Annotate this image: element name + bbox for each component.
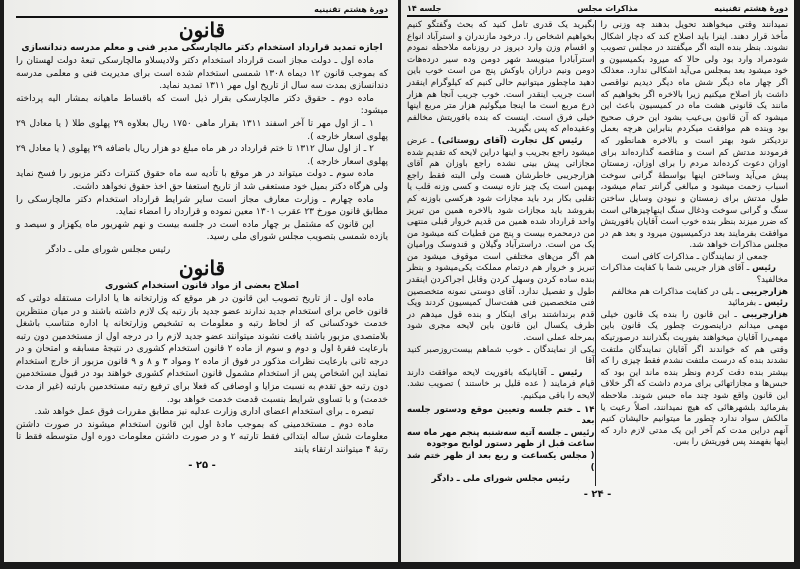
column-left (407, 20, 595, 486)
article: ماده دوم ـ مستخدمینی که بموجب مادهٔ اول این قانون استخدام میشوند در صورت داشتن معلومات شش ساله ابتدائی فقط تارتبه ۲ و در صورت داشتن معلومات دوره اول متوسطه فقط تا رتبهٔ ۴ میتوانند ارتقاء یابند (16, 419, 388, 456)
left-page-content (16, 18, 388, 457)
page-number: - ۲۴ - (583, 488, 612, 500)
law-subtitle: اصلاح بعضی از مواد قانون استخدام کشوری (105, 280, 299, 291)
speaker: رئیس کل تجارت (آقای روستائی) (437, 135, 583, 146)
running-header-text: دورهٔ هشتم تقنینیه (314, 5, 388, 14)
article: ماده اول ـ از تاریخ تصویب این قانون در هر موقع که وزارتخانه ها یا ادارات مستقله دولتی که قانون خاص برای استخدام جدید ندارند عضو جدید باز رتبه یک لازم داشته باشند و در میان منتظرین خدمت خودکسانی که از لحاظ رتبه و معلومات به تشخیص وزارتخانه یا اداره متناسب باشغل بلامتصدی مزبور باشند یافت نشوند میتوانند عضو جدید لازم را در درجه اول از مستخدمین دون رتبه بارعایت فقرهٔ اول و دوم و سوم از ماده ۲ قانون استخدام کشوری در نتیجهٔ مسابقه و امتحان و در درجه ثانی بارعایت نظرات مذکور در فوق از ماده ۲ ومواد ۳ و ۸ و ۹ قانون مزبور از خارج استخدام نمایند این اشخاص پس از استخدام مشمول قانون استخدام کشوری خواهند بود در قبول مستخدمین دون رتبه حق تقدم به نسبت مزایا و اوصافی که فعلا برای ترفیع رتبه مستخدمین بارتبه (غیر از مدت خدمت) و با تساوی شرایط بنسبت قدمت خدمت خواهد بود. (16, 293, 389, 405)
column-right (595, 20, 789, 486)
law-body (16, 293, 388, 457)
article: ماده چهارم ـ وزارت معارف مجاز است سایر شرایط قرارداد استخدام دکتر مالچارسکی را مطابق قانون مورخ ۲۳ عقرب ۱۳۰۱ معین نموده و قرارداد را امضاء نماید. (16, 194, 388, 218)
running-header-right: دورهٔ هشتم تقنینیه (714, 4, 788, 13)
speaker: رئیس (752, 263, 776, 274)
speech (407, 136, 595, 345)
article: ماده سوم ـ دولت میتواند در هر موقع با تأدیه سه ماه حقوق کنترات دکتر مزبور را فسخ نماید ولی هرگاه دکتر بمیل خود مستعفی شد از تاریخ استعفا حق اخذ حقوق نخواهد داشت. (16, 169, 388, 192)
speech-text: ـ عرض میشود راجع بجریب و اینها دراین لایحه که تقدیم شده مجازاتی پیش بینی نشده راجع باوزان هم آقای هزارجریبی خاطرشان هست ولی البته فقط راجع بهمین است یک چیز تازه نیست و کسی وزنه قلب یا تقلبی بکار برد باید مجازات شود هرکسی باوزنه کم بفروشد باید مجازات شود بالاخره همین من تبریز واحد قرارداد شده همین من قدیم خروار قبلی منتهی من درمحمره بیست و پنج من قطیات کنه میشود من یک من است. دراسترآباد وگیلان و قندوسک ورامیان هم اگر من‌های مختلفی است موقوف میشود من تبریز و خروار هم درتمام مملکت یکی‌میشود و بنظر بنده ساده کردن وسهل کردن وقابل اجراکردن اینقدر طول و تفصیل ندارد. آقای دوستی نمونه متخصصین فنی متخصصین فنی هفت‌سال کمیسیون کردند ویک قدم برنداشتند برای اینکار و بنده قول میدهم در ظرف یکسال این قانون باین لایحه مجری شود بمرحله عملی است. (407, 135, 595, 344)
article: ماده دوم ـ حقوق دکتر مالچارسکی بقرار ذیل است که باقساط ماهیانه بمشار الیه پرداخته میشود: (16, 93, 388, 117)
speech-text: ـ بلی در کفایت مذاکرات هم مخالفم (611, 286, 742, 297)
page-number: - ۲۵ - (188, 459, 216, 471)
speech-text: ـ بفرمائید (727, 298, 765, 309)
section-heading: ۱۴ ـ ختم جلسه وتعیین موقع ودستور جلسه بعد (407, 404, 595, 427)
law-title: قانون (178, 18, 226, 42)
speaker: رئیس (558, 367, 583, 378)
speech (407, 368, 595, 403)
clause: ۲ ـ از اول سال ۱۳۱۲ تا ختم قرارداد در هر ماه مبلغ دو هزار ریال باضافه ۲۹ پهلوی ( یا معادل ۲۹ پهلوی اسعار خارجه ). (16, 144, 388, 167)
speech-text: ـ آقایانیکه بافوریت لایحه موافقت دارند قیام فرمایند ( عده قلیل بر خاستند ) تصویب نشد. لایحه را باقی میکنیم. (407, 367, 595, 401)
closing-note: ( مجلس یکساعت و ربع بعد از ظهر ختم شد ) (407, 450, 595, 473)
speech: بگیرید یک قدری تامل کنید که بحث وگفتگو کنیم بخواهیم اشخاص را. درخود مازندران و استرآباد انواع و اقسام وزن وارد دیروز در روزنامه ملاحظه نمودم استرآبادرا مینویسد شهر دومن وده سیر درده‌هات دومن ونیم درازان باوکش پنج من است خوب باین دهید ماچطور میتوانیم حالی کنیم که کیلوگرام اینقدر است جریب اینقدر است. خوب جریب آنجا هم هزار ذرع مربع است ما اینجا میگوئیم هزار متر مربع اینها خیلی فرق است. اینست که بنده بافوریتش مخالفم وعقیده‌ام که پس بگیرید. (407, 20, 595, 135)
closing-text: رئیس ـ جلسه آتیه سه‌شنبه پنجم مهر ماه سه ساعت قبل از ظهر دستور لوایح موجوده (407, 427, 595, 450)
speech-text: ـ آقای هزار جریبی شما با کفایت مذاکرات مخالفید؟ (600, 263, 788, 286)
right-page (401, 0, 794, 562)
ratification: این قانون که مشتمل بر چهار ماده است در جلسه بیست و نهم شهریور ماه یکهزار و سیصد و یازده شمسی بتصویب مجلس شورای ملی رسید. (16, 219, 388, 243)
speech (601, 263, 789, 286)
running-header-left: جلسه ۱۴ (407, 4, 442, 13)
speech: یکی از نمایندگان ـ خوب شماهم بیست‌روزصبر کنید آقا (407, 344, 595, 367)
speaker: رئیس (764, 298, 788, 309)
note: تبصره ـ برای استخدام اعضای اداری وزارت عدلیه نیز مطابق مقررات فوق عمل خواهد شد. (34, 407, 374, 418)
article: ماده اول ـ دولت مجاز است قرارداد استخدام دکتر ولادیسلاو مالچارسکی تبعهٔ دولت لهستان را که بموجب قانون ۱۲ دیماه ۱۳۰۸ شمسی استخدام شده است برای مدیریت فنی و معلمی مدرسه دندانسازی بمدت سه سال از تاریخ اول مهر ۱۳۱۱ تمدید نماید. (16, 56, 388, 92)
speaker: هزارجریبی (741, 286, 788, 297)
running-header (16, 4, 388, 18)
speech (601, 298, 789, 310)
law-title: قانون (178, 255, 226, 280)
session-closing (407, 405, 595, 486)
speech (601, 310, 789, 449)
signature: رئیس مجلس شورای ملی ـ دادگر (431, 474, 570, 485)
speaker: هزارجریبی (741, 309, 788, 320)
left-page (4, 0, 398, 562)
speech-text: ـ این قانون را بنده یک قانون خیلی مهمی میدانم دراینصورت چطور یک قانون باین مهمی‌را آقایان میخواهند بفوریت بگذرانند درصورتیکه وقتی هم که خواندند اگر آقایان نمایندگان ملتفت نشدند بنده که درست ملتفت نشدم فقط چیزی را که بیشتر بنده دقت کردم ونظر بنده ماند این بود که حبس‌ها و مجازاتهائی برای مردم داشت که اگر خلاف این قانون واقع شود چند ماه حبس شوند. ملاحظه بفرمائید بلشهرهائی که هیچ نمیدانند، اصلاً رعیت یا مالکش سواد ندارد چطور ما میتوانیم حالیشان کنیم آنهم دراین مدت کم آخر این یک مدتی لازم دارد که اینها بفهمند پس فوریتش را بس. (600, 309, 788, 448)
signature: رئیس مجلس شورای ملی ـ دادگر (46, 244, 171, 255)
clause: ۱ ـ از اول مهر تا آخر اسفند ۱۳۱۱ بقرار ماهی ۱۷۵۰ ریال بعلاوه ۲۹ پهلوی طلا ( یا معادل ۲۹ پهلوی اسعار خارجه ). (16, 118, 388, 142)
running-header-center: مذاکرات مجلس (577, 4, 638, 13)
law-body (16, 55, 388, 244)
running-header (407, 3, 788, 17)
speech: نمیدانند وقتی میخواهند تحویل بدهند چه وزنی را مأخذ قرار دهند. اینرا باید اصلاح کند که دچار اشکال نشوند. بنظر بنده البته اگر میگفتند در مجلس تصویب شودمراد وارد بود ولی حالا که میرود بکمیسیون و خود میشود بعد بمجلس می‌آید اشکالی ندارد. معذلک اگر چهار ماه دیگر شش ماه دیگر دیدیم نواقصی داشت باز اصلاح میکنیم زیرا بالاخره اگر بخواهیم که مانند یک قانونی هشت ماه در کمیسیون باعث این میشود که آن قانون بی‌عیب بشود این حرف صحیح بود وبنده هم موافقت میکردم بنابراین هرچه بعمل نزدیکتر شود بهتر است و بالاخره همانطور که فرمودند مدتش کم است و مناقصه گذارده‌اند برای اوزان دعوت کرده‌اند مردم را برای اوزان، زمستان پیش می‌آید وساختن اینها بواسطهٔ گرانی سوخت اسباب زحمت میشود و مبالغی گرانتر تمام میشود، طول مدتش برای زمستان و نبودن وسایل ساختن سنگ و گرانی سوخت وذغال سنگ اینهاچیزهائی است که ضرر میزند بنظر بنده خوب است آقایان بافوریتش موافقت بفرمایند بعد درکمیسیون میرود و بعد هم در مجلس مذاکرات خواهد شد. (600, 20, 788, 251)
columns (407, 20, 788, 486)
speech (601, 287, 789, 299)
law-subtitle: اجازه تمدید قرارداد استخدام دکتر مالچارسکی مدیر فنی و معلم مدرسه دندانسازی (21, 43, 383, 53)
speech: جمعی از نمایندگان ـ مذاکرات کافی است (621, 251, 768, 262)
